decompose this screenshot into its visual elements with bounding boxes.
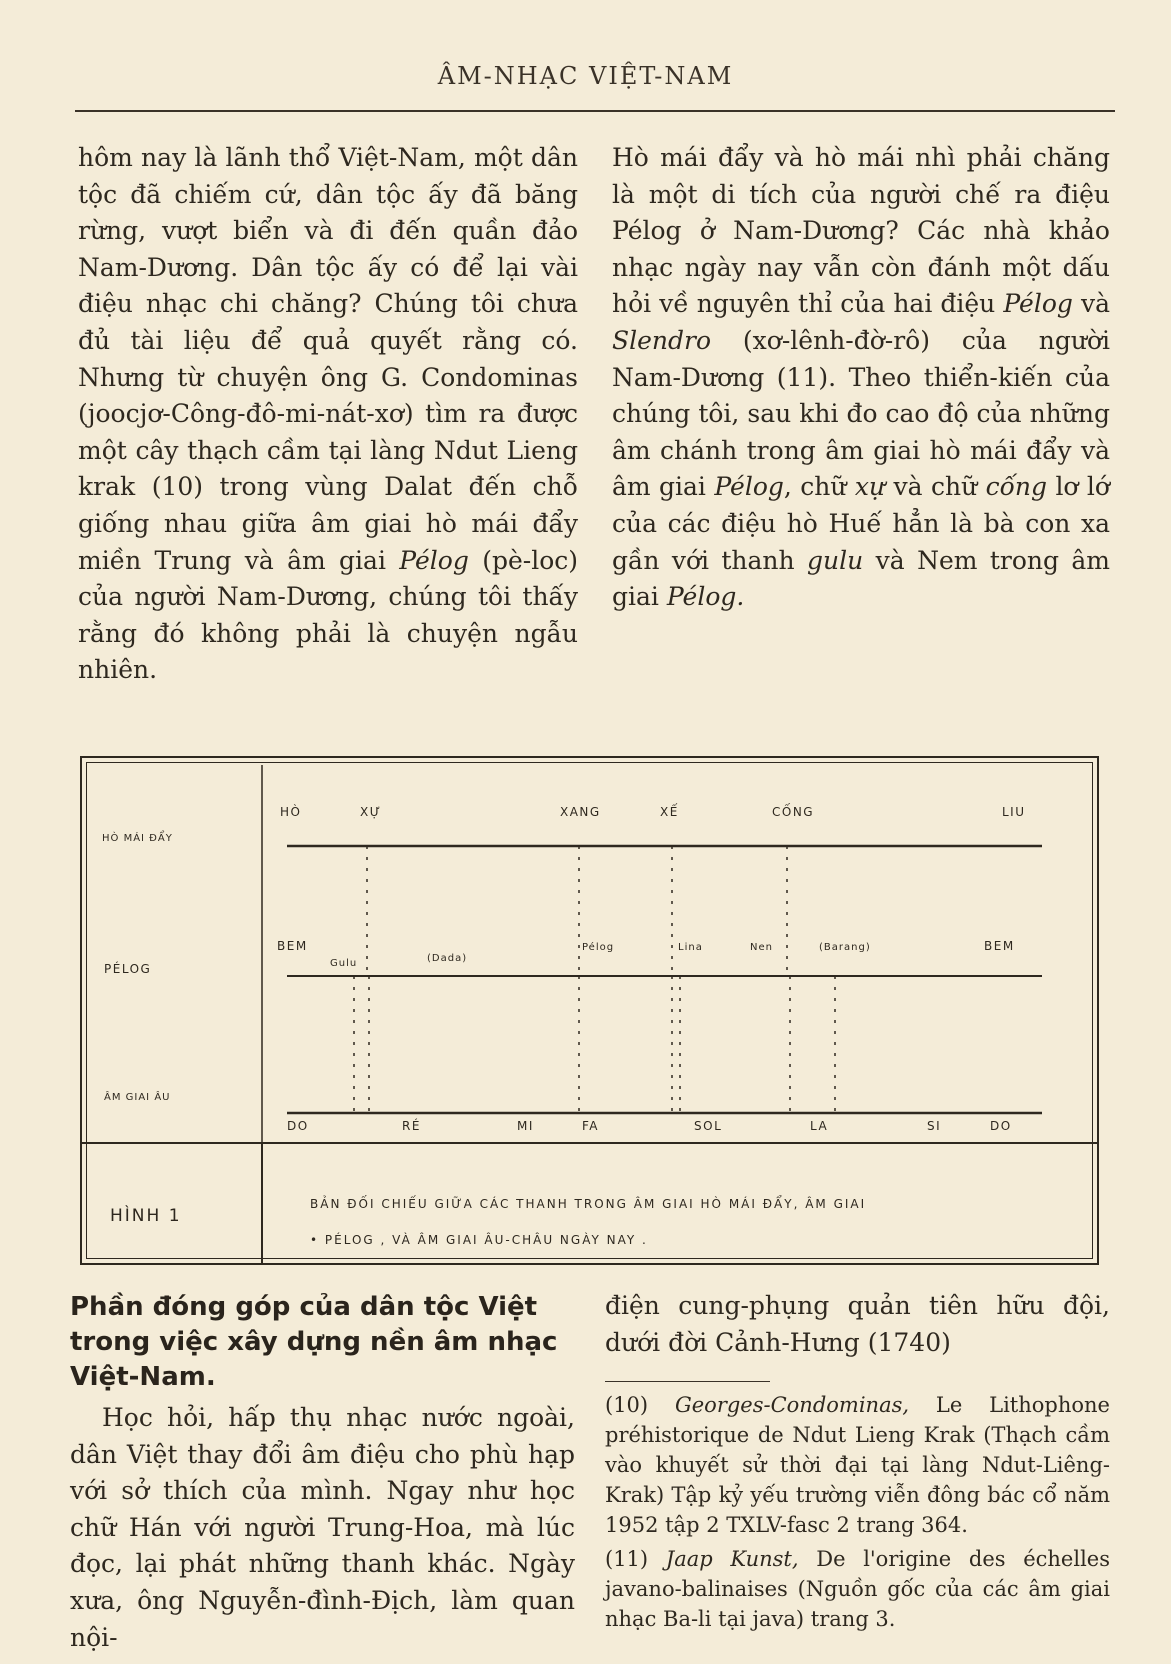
- footnotes: [605, 1390, 1110, 1638]
- paragraph-text: (xơ-lênh-đờ-rô) của người Nam-Dương (11). Theo thiển-kiến của chúng tôi, sau khi đo cao độ của những âm chánh trong âm giai hò mái đẩy và âm giai: [612, 325, 1110, 502]
- header-rule: [75, 110, 1115, 112]
- italic-term: Pélog: [1003, 289, 1073, 319]
- pelog-label: Gulu: [330, 958, 358, 969]
- paragraph-text: lơ lớ của các điệu hò Huế hẳn là bà con xa gần với thanh: [612, 472, 1110, 575]
- row-label-pelog: PÉLOG: [104, 962, 152, 976]
- footnote-author: Georges-Condominas,: [674, 1393, 910, 1417]
- paragraph: điện cung-phụng quản tiên hữu đội, dưới đời Cảnh-Hưng (1740): [605, 1291, 1110, 1357]
- caption-line: BẢN ĐỐI CHIẾU GIỮA CÁC THANH TRONG ÂM GIAI HÒ MÁI ĐẨY, ÂM GIAI: [310, 1197, 867, 1211]
- paragraph-text: (pè-loc) của người Nam-Dương, chúng tôi thấy rằng đó không phải là chuyện ngẫu nhiên.: [78, 545, 579, 685]
- figure-label: HÌNH 1: [110, 1206, 182, 1226]
- pelog-label: Nen: [750, 942, 773, 953]
- figure-caption: [310, 1186, 1070, 1258]
- italic-term: Pélog: [714, 472, 784, 502]
- footnote-text: Le Lithophone préhistorique de Ndut Lieng Krak (Thạch cầm vào khuyết sử thời đại tại làng Ndut-Liêng-Krak) Tập kỷ yếu trường viễn đông bác cổ năm 1952 tập 2 TXLV-fasc 2 trang 364.: [605, 1393, 1110, 1537]
- footnote-text: De l'origine des échelles javano-balinaises (Nguồn gốc của các âm giai nhạc Ba-li tại java) trang 3.: [605, 1547, 1110, 1631]
- paragraph-text: và chữ: [893, 472, 978, 502]
- au-label: SOL: [694, 1119, 723, 1133]
- bottom-left-column: [70, 1400, 575, 1656]
- pelog-label: (Barang): [819, 942, 871, 953]
- pelog-label: (Dada): [427, 953, 468, 964]
- footnote-author: Jaap Kunst,: [665, 1547, 799, 1571]
- paragraph-text: hôm nay là lãnh thổ Việt-Nam, một dân tộc đã chiếm cứ, dân tộc ấy đã băng rừng, vượt biển và đi đến quần đảo Nam-Dương. Dân tộc ấy có để lại vài điệu nhạc chi chăng? Chúng tôi chưa đủ tài liệu để quả quyết rằng có. Nhưng từ chuyện ông G. Condominas (joocjơ-Công-đô-mi-nát-xơ) tìm ra được một cây thạch cầm tại làng Ndut Lieng krak (10) trong vùng Dalat đến chỗ giống nhau giữa âm giai hò mái đẩy miền Trung và âm giai: [78, 143, 578, 575]
- au-label: LA: [810, 1119, 829, 1133]
- ho-label: CỐNG: [772, 805, 815, 819]
- footnote-10: [605, 1390, 1110, 1540]
- top-right-column: [612, 140, 1110, 616]
- figure-scale-comparison: [80, 756, 1099, 1265]
- caption-line: • PÉLOG , VÀ ÂM GIAI ÂU-CHÂU NGÀY NAY .: [310, 1233, 648, 1247]
- section-heading: Phần đóng góp của dân tộc Việt trong việc xây dựng nền âm nhạc Việt-Nam.: [70, 1292, 558, 1392]
- ho-label: LIU: [1002, 805, 1026, 819]
- footnote-rule: [605, 1381, 770, 1382]
- page-header: ÂM-NHẠC VIỆT-NAM: [437, 62, 734, 90]
- footnote-number: (10): [605, 1393, 649, 1417]
- ho-label: HÒ: [280, 805, 302, 819]
- pelog-label: Lina: [678, 942, 703, 953]
- paragraph-text: Hò mái đẩy và hò mái nhì phải chăng là một di tích của người chế ra điệu Pélog ở Nam-Dương? Các nhà khảo nhạc ngày nay vẫn còn đánh một dấu hỏi về nguyên thỉ của hai điệu: [612, 143, 1110, 319]
- paragraph: [612, 140, 1110, 616]
- ho-label: XỰ: [360, 805, 382, 819]
- bottom-right-column: [605, 1288, 1110, 1361]
- ho-label: XANG: [560, 805, 601, 819]
- au-label: SI: [927, 1119, 942, 1133]
- paragraph: Học hỏi, hấp thụ nhạc nước ngoài, dân Việt thay đổi âm điệu cho phù hạp với sở thích của mình. Ngay như học chữ Hán với người Trung-Hoa, mà lúc đọc, lại phát những thanh khác. Ngày xưa, ông Nguyễn-đình-Địch, làm quan nội-: [70, 1403, 575, 1652]
- row-label-am-giai-au: ÂM GIAI ÂU: [104, 1092, 171, 1103]
- italic-term: xự: [854, 472, 886, 502]
- ho-label: XẾ: [660, 805, 679, 819]
- pelog-label: BEM: [277, 939, 308, 953]
- au-label: MI: [517, 1119, 534, 1133]
- footnote-number: (11): [605, 1547, 649, 1571]
- row-label-ho-mai-day: HÒ MÁI ĐẨY: [102, 833, 173, 844]
- alignment-lines: [354, 846, 835, 1113]
- au-label: DO: [990, 1119, 1012, 1133]
- italic-term: gulu: [807, 545, 864, 575]
- au-label: RÉ: [402, 1119, 421, 1133]
- au-label: FA: [582, 1119, 600, 1133]
- paragraph-text: , chữ: [783, 472, 847, 502]
- paragraph-text: và: [1080, 289, 1110, 319]
- italic-term: Slendro: [612, 325, 712, 355]
- paragraph: [78, 140, 578, 689]
- footnote-11: [605, 1544, 1110, 1634]
- pelog-label: Pélog: [582, 942, 615, 953]
- italic-term: Pélog.: [666, 582, 745, 612]
- italic-term: Pélog: [399, 545, 469, 575]
- italic-term: cống: [985, 472, 1048, 502]
- paragraph-text: và Nem trong âm giai: [612, 545, 1111, 612]
- top-left-column: [78, 140, 578, 689]
- au-label: DO: [287, 1119, 309, 1133]
- pelog-label: BEM: [984, 939, 1015, 953]
